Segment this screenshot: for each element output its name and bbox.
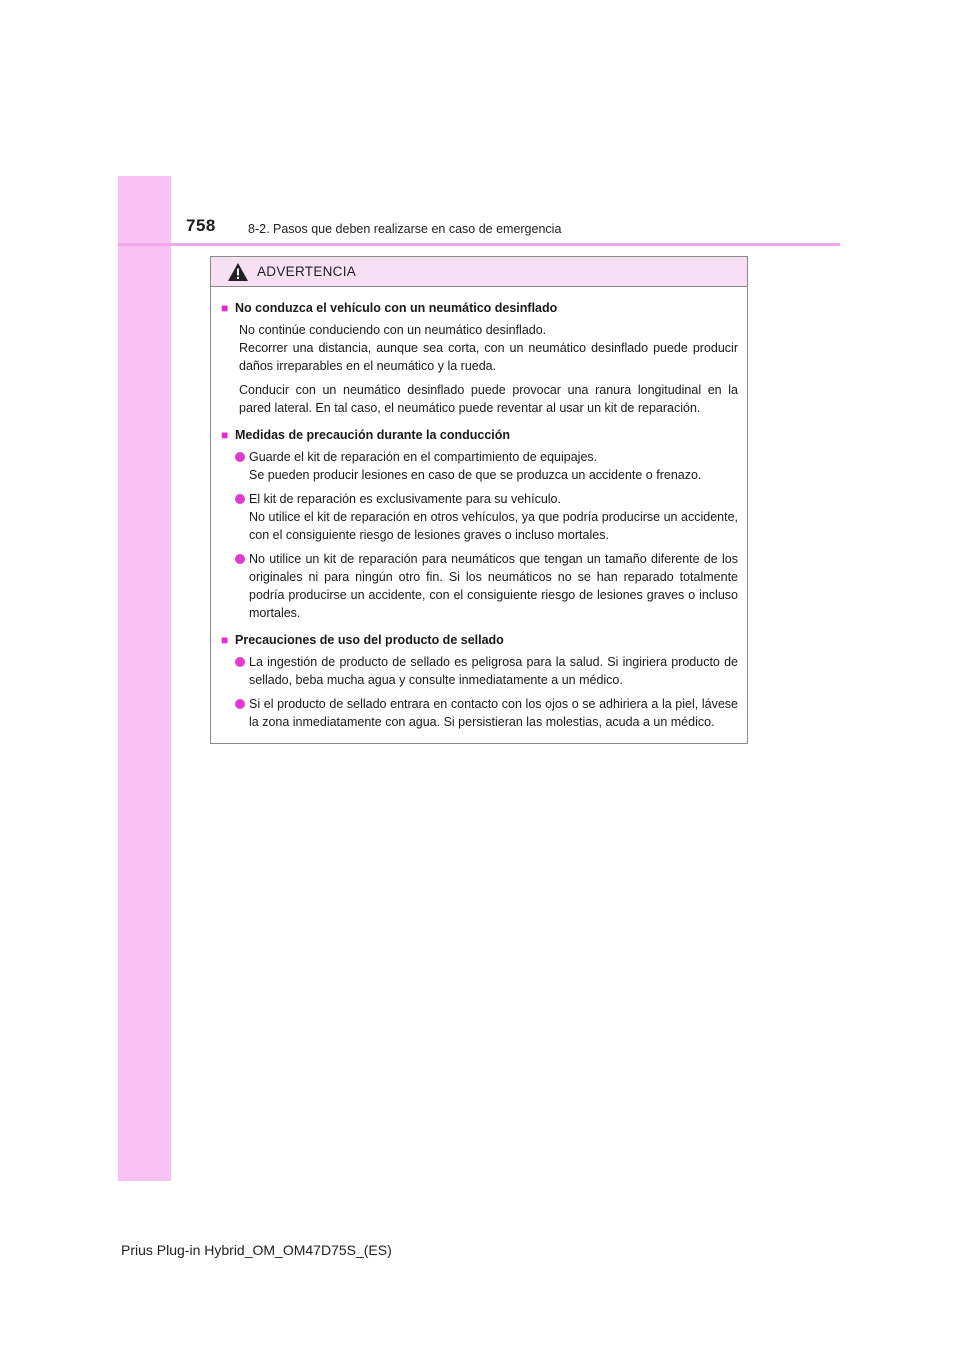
paragraph: Conducir con un neumático desinflado puede provocar una ranura longitudinal en la pared lateral. En tal caso, el neumático puede reventar al usar un kit de reparación. [239,383,738,415]
side-tab-strip [118,176,171,1181]
warning-triangle-icon [227,262,249,282]
list-item: La ingestión de producto de sellado es peligrosa para la salud. Si ingiriera producto de sellado, beba mucha agua y consulte inmediatamente a un médico. [221,653,738,689]
header-divider [118,243,840,246]
circle-bullet-icon [235,554,245,564]
circle-bullet-icon [235,494,245,504]
square-bullet-icon: ■ [221,633,229,647]
section-heading: ■ Precauciones de uso del producto de sellado [221,633,504,647]
warning-title: ADVERTENCIA [257,264,357,279]
warning-body [211,287,747,731]
section-heading: ■ No conduzca el vehículo con un neumático desinflado [221,301,558,315]
warning-section [221,299,738,417]
circle-bullet-icon [235,657,245,667]
section-heading: ■ Medidas de precaución durante la conducción [221,428,511,442]
page-number: 758 [186,216,216,235]
list-item: Si el producto de sellado entrara en contacto con los ojos o se adhiriera a la piel, lávese la zona inmediatamente con agua. Si persistieran las molestias, acuda a un médico. [221,695,738,731]
list-item: Guarde el kit de reparación en el compartimiento de equipajes. Se pueden producir lesiones en caso de que se produzca un accidente o frenazo. [221,448,738,484]
list-item: El kit de reparación es exclusivamente para su vehículo. No utilice el kit de reparación en otros vehículos, ya que podría producirse un accidente, con el consiguiente riesgo de lesiones graves o incluso mortales. [221,490,738,544]
circle-bullet-icon [235,699,245,709]
document-footer: Prius Plug-in Hybrid_OM_OM47D75S_(ES) [121,1242,392,1258]
square-bullet-icon: ■ [221,428,229,442]
list-item: No utilice un kit de reparación para neumáticos que tengan un tamaño diferente de los originales ni para ningún otro fin. Si los neumáticos no se han reparado totalmente podría producirse un accidente, con el consiguiente riesgo de lesiones graves o incluso mortales. [221,550,738,622]
paragraph: No continúe conduciendo con un neumático desinflado. Recorrer una distancia, aunque sea corta, con un neumático desinflado puede producir daños irreparables en el neumático y la rueda. [239,323,738,373]
circle-bullet-icon [235,452,245,462]
warning-header [211,257,747,287]
warning-box [210,256,748,744]
section-title: 8-2. Pasos que deben realizarse en caso de emergencia [248,222,562,236]
warning-section [221,426,738,622]
square-bullet-icon: ■ [221,301,229,315]
warning-section [221,631,738,731]
